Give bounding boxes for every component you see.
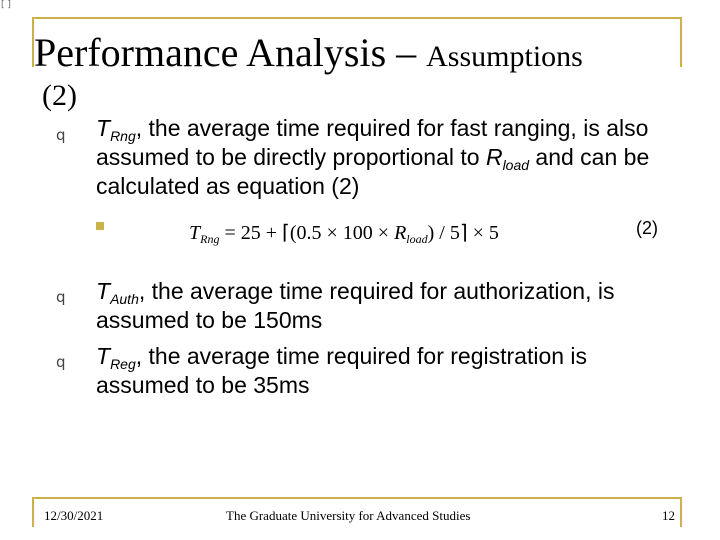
title-main: Performance Analysis – <box>34 30 427 75</box>
var-r: R <box>485 144 503 170</box>
var-t: T <box>96 278 111 304</box>
bullet-icon: q <box>56 288 66 306</box>
slide-title <box>34 30 674 85</box>
footer-date: 12/30/2021 <box>44 508 104 523</box>
bullet-item-reg <box>96 342 676 400</box>
var-r-sub: load <box>502 157 530 173</box>
bullet-text: , the average time required for authorization, is assumed to be 150ms <box>96 278 615 333</box>
eq-rhs-var: R <box>394 222 407 244</box>
frame-top-rule <box>32 17 682 19</box>
eq-rhs-b: ) / 5⌉ × 5 <box>427 222 499 244</box>
bullet-icon: q <box>56 353 66 371</box>
var-t: T <box>96 115 111 141</box>
footer-rule <box>32 497 682 499</box>
equation-number: (2) <box>636 218 658 238</box>
eq-lhs-sub: Rng <box>200 232 220 246</box>
eq-rhs-var-sub: load <box>406 232 428 246</box>
var-t: T <box>96 343 111 369</box>
footer-organization: The Graduate University for Advanced Studies <box>226 508 471 523</box>
sub-bullet-square <box>96 222 104 230</box>
bullet-icon: q <box>56 126 66 144</box>
var-t-sub: Auth <box>110 291 139 307</box>
title-continuation: (2) <box>42 79 77 112</box>
bullet-text: , the average time required for registration is assumed to be 35ms <box>96 343 588 398</box>
footer-right-rule <box>680 497 682 527</box>
bullet-item-rng <box>96 114 676 201</box>
equation <box>189 220 499 245</box>
page-number: 12 <box>662 508 675 523</box>
bullet-text: , the average time required for fast ranging, is also assumed to be directly proportional to <box>96 115 649 170</box>
eq-lhs: T <box>189 222 201 244</box>
corner-mark: [ ] <box>1 0 11 10</box>
frame-right-rule <box>680 17 682 67</box>
footer-left-rule <box>32 497 34 527</box>
var-t-sub: Reg <box>110 356 136 372</box>
var-t-sub: Rng <box>110 128 136 144</box>
bullet-item-auth <box>96 277 676 335</box>
eq-rhs-a: = 25 + ⌈(0.5 × 100 × <box>219 222 395 244</box>
title-sub: Assumptions <box>426 40 583 73</box>
bullet-text-cont: and can be calculated as equation (2) <box>96 144 650 199</box>
